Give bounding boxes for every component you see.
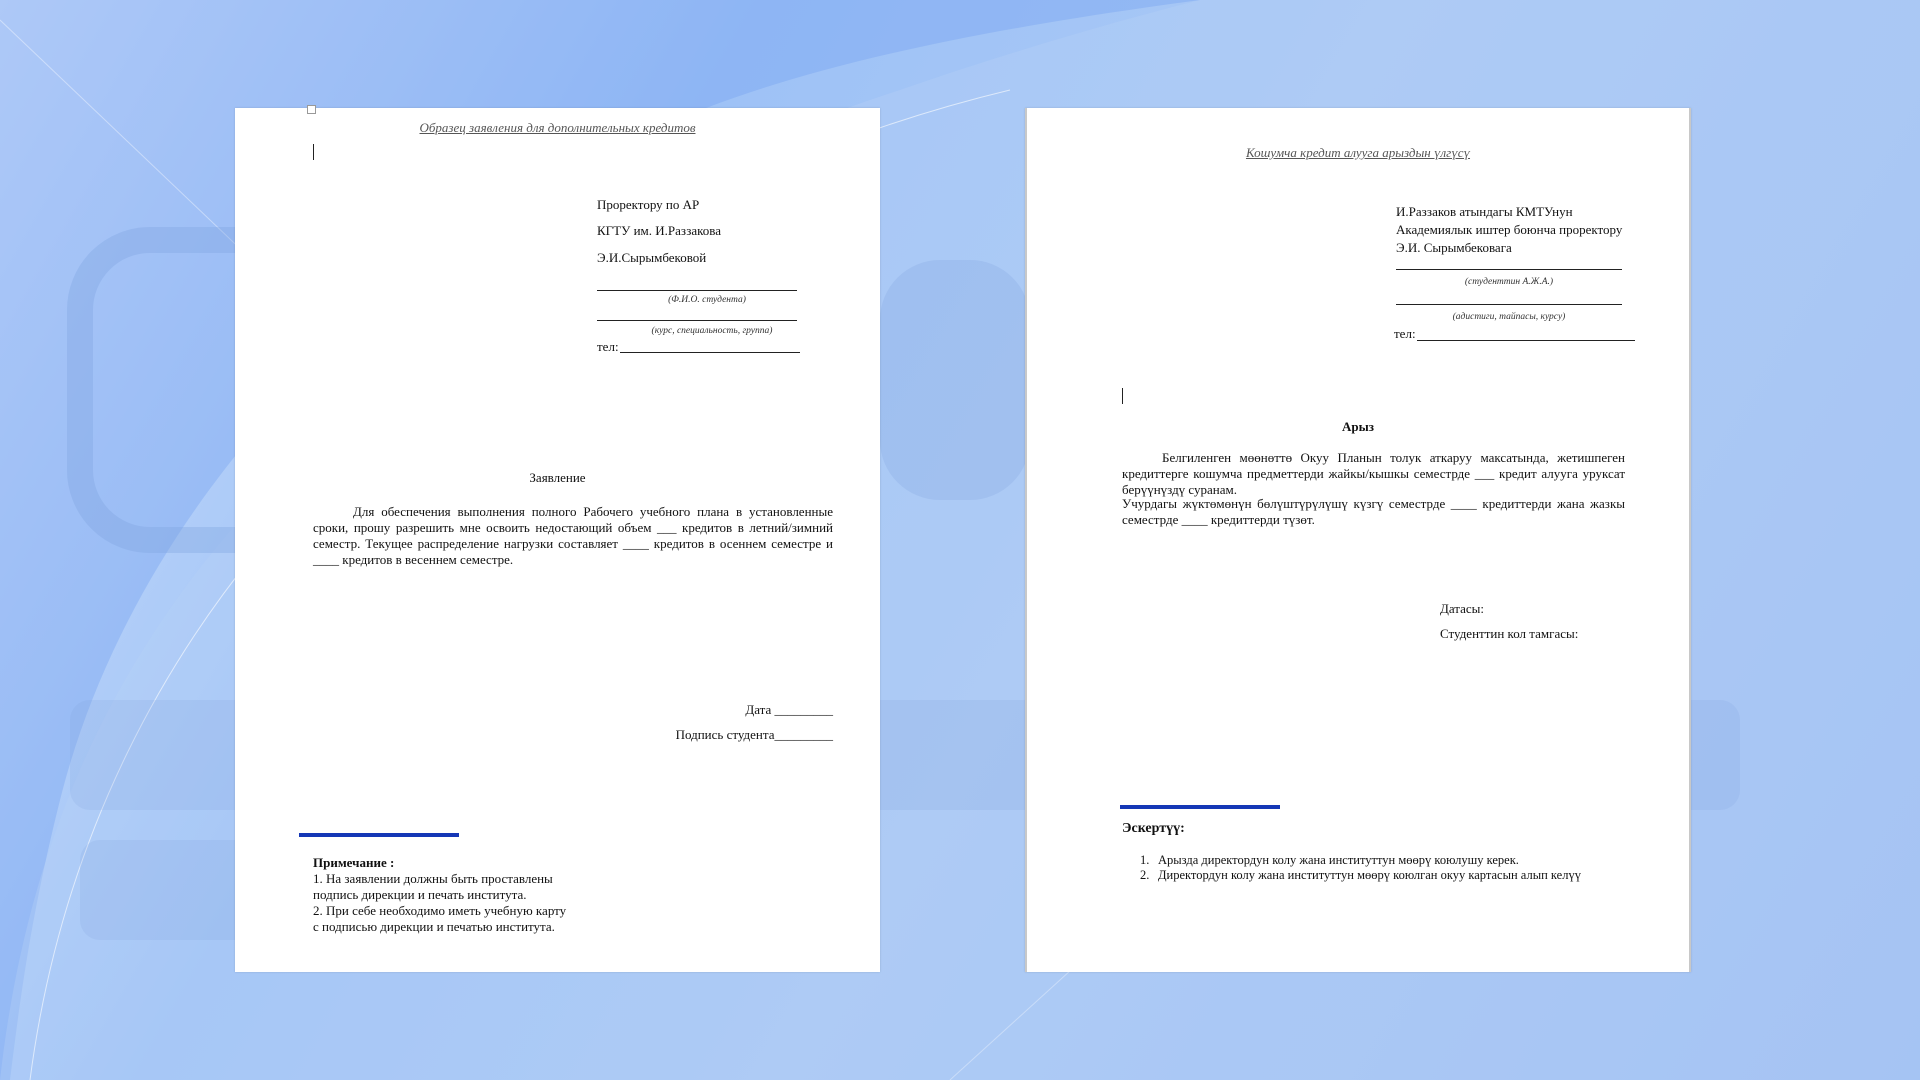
accent-rule: [1120, 805, 1280, 809]
note-item: 1. Арызда директордун колу жана институттун мөөрү коюлушу керек.: [1140, 853, 1519, 867]
phone-label: тел:: [1394, 326, 1416, 341]
signature-label: Подпись студента_________: [675, 727, 833, 742]
note-title: Примечание :: [313, 855, 395, 870]
text-cursor: [1122, 388, 1123, 404]
date-label: Датасы:: [1440, 601, 1485, 616]
note-list: [313, 871, 566, 935]
note-line: подпись дирекции и печать института.: [313, 887, 527, 902]
note-item-text: Директордун колу жана институттун мөөрү коюлган окуу картасын алып келүү: [1158, 868, 1581, 882]
phone-label: тел:: [597, 339, 619, 354]
name-field-line: [597, 290, 797, 291]
document-title: Кошумча кредит алууга арыздын үлгүсү: [1245, 145, 1471, 160]
document-page-kyrgyz: [1025, 108, 1691, 972]
addressee-line: Проректору по АР: [597, 197, 700, 212]
accent-rule: [299, 833, 459, 837]
addressee-line: Академиялык иштер боюнча проректору: [1396, 222, 1623, 237]
addressee-line: И.Раззаков атындагы КМТУнун: [1396, 204, 1573, 219]
document-heading: Арыз: [1342, 419, 1374, 434]
document-body-paragraph-2: Учурдагы жүктөмөнүн бөлүштүрүлүшү күзгү семестрде ____ кредиттерди жана жазкы семестрде ____ кредиттерди түзөт.: [1122, 496, 1625, 527]
text-cursor: [313, 144, 314, 160]
signature-label: Студенттин кол тамгасы:: [1440, 626, 1579, 641]
course-field-caption: (курс, специальность, группа): [651, 326, 773, 336]
course-field-line: [1396, 304, 1622, 305]
note-list: [1140, 853, 1581, 883]
date-label: Дата _________: [745, 702, 833, 717]
document-title: Образец заявления для дополнительных кредитов: [419, 120, 696, 135]
corner-marker: [307, 105, 316, 114]
document-body: Для обеспечения выполнения полного Рабочего учебного плана в установленные сроки, прошу разрешить мне освоить недостающий объем ___ кредитов в летний/зимний семестр. Текущее распределение нагрузки составляет ____ кредитов в осеннем семестре и ____ кредитов в весеннем семестре.: [313, 504, 833, 567]
note-line: с подписью дирекции и печатью института.: [313, 919, 555, 934]
addressee-line: Э.И.Сырымбековой: [597, 250, 707, 265]
name-field-caption: (студенттин А.Ж.А.): [1464, 277, 1554, 287]
note-line: 1. На заявлении должны быть проставлены: [313, 871, 553, 886]
phone-field-line: [1417, 340, 1635, 341]
name-field-caption: (Ф.И.О. студента): [668, 295, 746, 305]
course-field-caption: (адистиги, тайпасы, курсу): [1452, 312, 1566, 322]
note-item-text: Арызда директордун колу жана институттун мөөрү коюлушу керек.: [1158, 853, 1519, 867]
note-title: Эскертүү:: [1122, 821, 1185, 836]
document-heading: Заявление: [529, 470, 586, 485]
phone-field-line: [620, 352, 800, 353]
addressee-line: Э.И. Сырымбековага: [1396, 240, 1512, 255]
addressee-line: КГТУ им. И.Раззакова: [597, 223, 721, 238]
note-line: 2. При себе необходимо иметь учебную карту: [313, 903, 567, 918]
note-item: 2. Директордун колу жана институттун мөөрү коюлган окуу картасын алып келүү: [1140, 868, 1581, 882]
document-body-paragraph-1: Белгиленген мөөнөттө Окуу Планын толук аткаруу максатында, жетишпеген кредиттерге кошумча предметтерди жайкы/кышкы семестрде ___ кредит алууга уруксат берүүнүздү суранам.: [1122, 450, 1625, 497]
name-field-line: [1396, 269, 1622, 270]
course-field-line: [597, 320, 797, 321]
document-page-russian: [235, 108, 880, 972]
